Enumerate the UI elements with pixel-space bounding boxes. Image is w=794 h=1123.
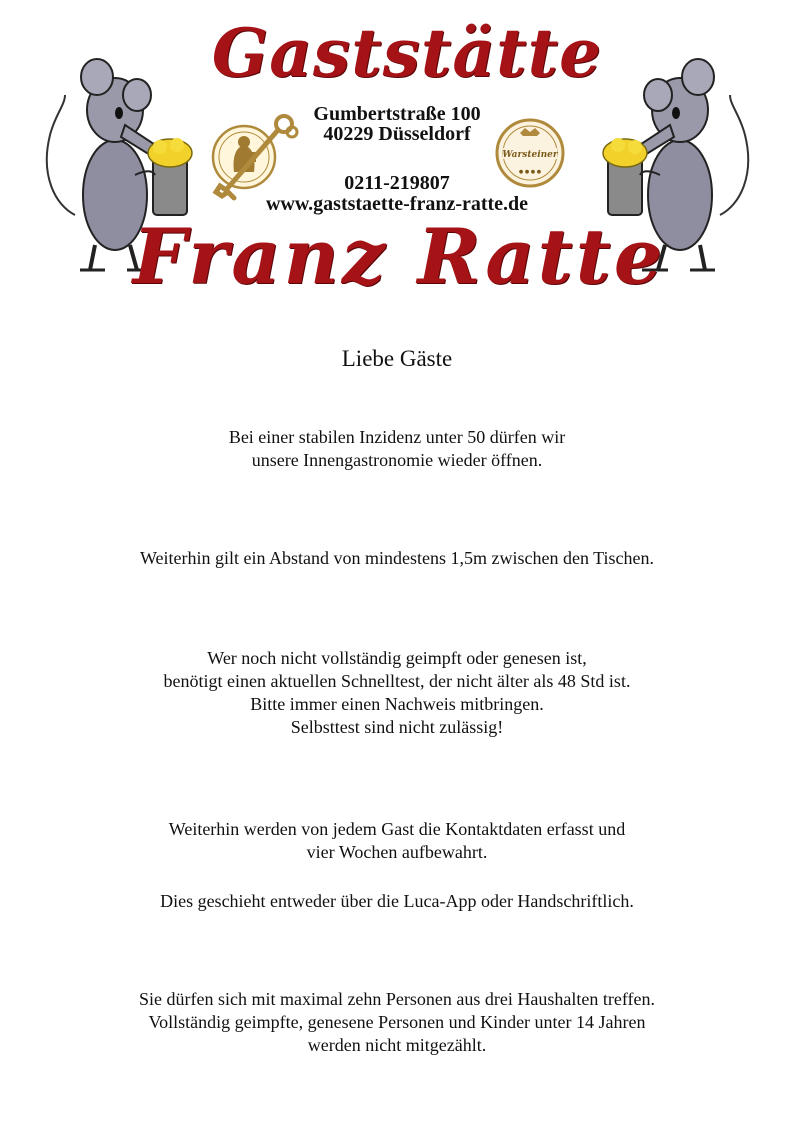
text-line: Wer noch nicht vollständig geimpft oder genesen ist, — [207, 648, 587, 668]
paragraph-reopening — [40, 426, 754, 472]
paragraph-gathering-limit — [40, 988, 754, 1057]
warsteiner-logo — [495, 118, 565, 188]
text-line: Dies geschieht entweder über die Luca-App oder Handschriftlich. — [160, 891, 634, 911]
paragraph-distance — [40, 547, 754, 570]
text-line: vier Wochen aufbewahrt. — [306, 842, 488, 862]
text-line: werden nicht mitgezählt. — [307, 1035, 487, 1055]
address-street: Gumbertstraße 100 — [313, 103, 481, 125]
greeting-heading: Liebe Gäste — [341, 346, 453, 371]
text-line: Bitte immer einen Nachweis mitbringen. — [250, 694, 544, 714]
address-city: 40229 Düsseldorf — [323, 123, 471, 145]
svg-text:Warsteiner: Warsteiner — [502, 150, 558, 160]
letterhead — [0, 0, 794, 330]
text-line: Weiterhin werden von jedem Gast die Kontaktdaten erfasst und — [168, 819, 626, 839]
text-line: unsere Innengastronomie wieder öffnen. — [251, 450, 543, 470]
text-line: Weiterhin gilt ein Abstand von mindestens 1,5m zwischen den Tischen. — [140, 548, 654, 568]
paragraph-contact-data — [40, 818, 754, 864]
text-line: benötigt einen aktuellen Schnelltest, der nicht älter als 48 Std ist. — [163, 671, 631, 691]
svg-text:● ● ● ●: ● ● ● ● — [518, 169, 542, 175]
schluessel-logo — [206, 112, 306, 212]
title-gaststaette: Gaststätte — [211, 14, 603, 92]
text-line: Sie dürfen sich mit maximal zehn Personen aus drei Haushalten treffen. — [138, 989, 655, 1009]
title-franz-ratte: Franz Ratte — [132, 212, 666, 301]
paragraph-luca-app — [40, 890, 754, 913]
text-line: Vollständig geimpfte, genesene Personen und Kinder unter 14 Jahren — [148, 1012, 646, 1032]
paragraph-test-requirement — [40, 647, 754, 739]
phone-number: 0211-219807 — [344, 172, 450, 194]
website: www.gaststaette-franz-ratte.de — [265, 193, 529, 215]
text-line: Selbsttest sind nicht zulässig! — [290, 717, 504, 737]
text-line: Bei einer stabilen Inzidenz unter 50 dürfen wir — [228, 427, 566, 447]
